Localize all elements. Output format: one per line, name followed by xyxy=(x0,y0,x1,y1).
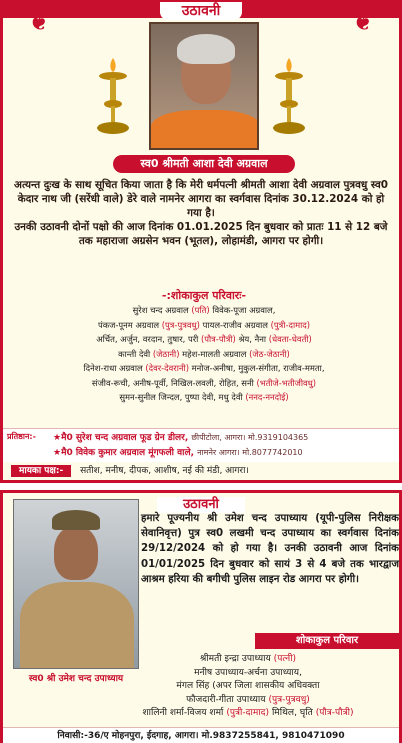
family-line: सुरेश चन्द अग्रवाल (पति) विवेक-पूजा अग्रवाल, xyxy=(132,305,276,315)
announcement-paragraph-2: उनकी उठावनी दोनों पक्षो की आज दिनांक 01.01.2025 दिन बुधवार को प्रातः 11 से 12 बजे तक महाराजा अग्रसेन भवन (भूतल), लोहामंडी, आगरा पर होगी। xyxy=(14,221,388,247)
maternal-names: सतीश, मनीष, दीपक, आशीष, नई की मंडी, आगरा। xyxy=(80,466,249,476)
announcement-paragraph-1: अत्यन्त दुःख के साथ सूचित किया जाता है कि मेरी धर्मपत्नी श्रीमती आशा देवी अग्रवाल पुत्रवधु स्व0 केदार नाथ जी (सरेंधी वाले) डेरे वाले नामनेर आगरा का स्वर्गवास दिनांक 30.12.2024 को हो गया है। xyxy=(14,179,388,219)
notice-title-2: उठावनी xyxy=(157,497,245,513)
family-line: अर्चित, अर्जुन, वरदान, तुषार, परी (पौत्र-पौत्री) श्रेय, नैना (धेवता-धेवती) xyxy=(96,334,312,344)
family-line: कान्ती देवी (जेठानी) महेश-मालती अग्रवाल (जेठ-जेठानी) xyxy=(118,348,290,359)
oil-lamp-left-icon xyxy=(93,56,133,136)
maternal-label: मायका पक्ष:- xyxy=(11,465,71,477)
family-line: मंगल सिंह (अपर जिला शासकीय अधिवक्ता xyxy=(176,681,320,692)
obituary-notice-2 xyxy=(0,490,402,743)
announcement-text xyxy=(13,178,389,248)
family-list-2 xyxy=(103,653,393,721)
announcement-text-2: हमारे पूज्यनीय श्री उमेश चन्द उपाध्याय (यूपी-पुलिस निरीक्षक सेवानिवृत्त) पुत्र स्व0 लखमी चन्द उपाध्याय का स्वर्गवास दिनांक 29/12/2024 को हो गया है। उनकी उठावनी आज दिनांक 01/01/2025 दिन बुधवार को सायं 3 से 4 बजे तक भारद्वाज आश्रम हरिया की बगीची पुलिस लाइन रोड आगरा पर होगी। xyxy=(141,513,399,585)
establishment-2: ★मै0 विवेक कुमार अग्रवाल मूंगफली वाले, नामनेर आगरा। मो.8077742010 xyxy=(53,448,303,458)
family-line: मनीष उपाध्याय-अर्चना उपाध्याय, xyxy=(194,667,302,678)
deceased-name-2: स्व0 श्री उमेश चन्द उपाध्याय xyxy=(28,674,124,684)
establishment-1: ★मै0 सुरेश चन्द अग्रवाल फूड ग्रेन डीलर, छीपीटोला, आगरा। मो.9319104365 xyxy=(53,433,309,443)
family-line: श्रीमती इन्द्रा उपाध्याय (पत्नी) xyxy=(199,654,297,664)
maternal-side xyxy=(3,463,399,480)
establishments-label: प्रतिष्ठान:- xyxy=(7,432,36,441)
family-line: सुमन-सुनील जिन्दल, पुष्पा देवी, मधु देवी (ननद-ननदोई) xyxy=(119,392,289,402)
notice-title: उठावनी xyxy=(160,2,243,20)
ornament-right-icon: ❦ xyxy=(352,7,374,37)
deceased-photo-2 xyxy=(13,499,139,669)
establishments-strip xyxy=(3,428,399,462)
family-line: शालिनी शर्मा-विजय शर्मा (पुत्री-दामाद) मिथिल, घृति (पौत्र-पौत्री) xyxy=(142,708,354,719)
deceased-name: स्व0 श्रीमती आशा देवी अग्रवाल xyxy=(113,155,295,173)
family-line: पंकज-पूनम अग्रवाल (पुत्र-पुत्रवधु) पायल-राजीव अग्रवाल (पुत्री-दामाद) xyxy=(97,319,311,330)
address-line: निवासी:-36/ए मोहनपुरा, ईदगाह, आगरा। मो.9837255841, 9810471090 xyxy=(3,727,399,743)
oil-lamp-right-icon xyxy=(269,56,309,136)
family-heading: -:शोकाकुल परिवारः- xyxy=(161,289,247,302)
deceased-photo xyxy=(149,22,259,150)
family-heading-2: शोकाकुल परिवार xyxy=(255,633,399,649)
family-list xyxy=(9,303,399,405)
family-line: संजीव-रूची, अनीष-पूर्वी, निखिल-लवली, रोहित, सनी (भतीजे-भतीजीवधु) xyxy=(91,377,317,388)
ornament-left-icon: ❦ xyxy=(28,7,50,37)
family-line: फौजदारी-गीता उपाध्याय (पुत्र-पुत्रवधु) xyxy=(186,694,310,705)
family-line: दिनेश-राधा अग्रवाल (देवर-देवरानी) मनोज-अनीषा, मुकुल-संगीता, राजीव-ममता, xyxy=(83,363,325,373)
